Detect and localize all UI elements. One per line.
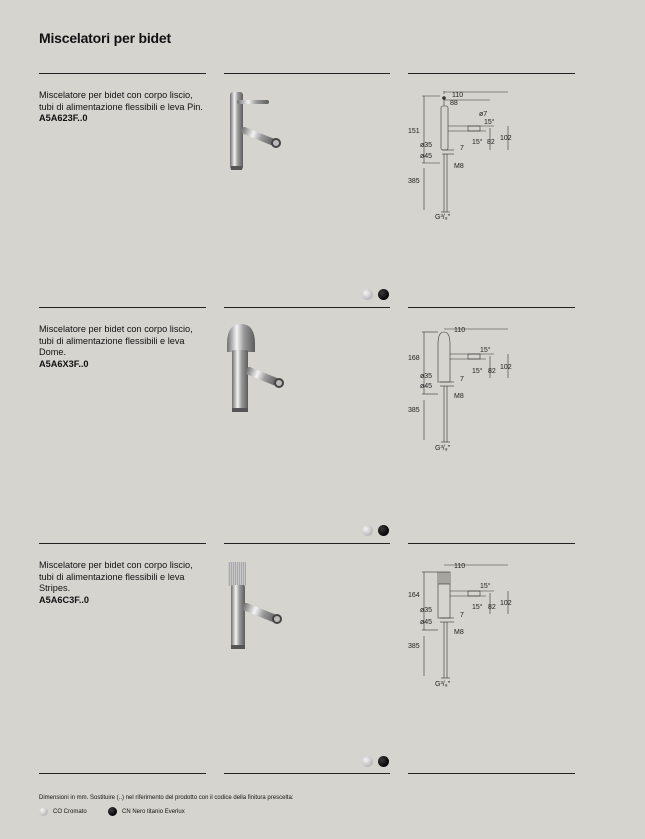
dim-flange: ø45 [420,383,433,390]
finish-chrome-swatch[interactable] [362,289,373,300]
dim-reach: 82 [488,368,496,375]
product-text: Miscelatore per bidet con corpo liscio, tubi di alimentazione flessibili e leva Dome. [39,324,193,357]
divider [224,543,390,544]
faucet-dome-image [222,322,292,422]
dim-angle: 15° [484,119,495,126]
page-title: Miscelatori per bidet [39,30,171,46]
technical-drawing [404,558,524,698]
finish-black-swatch[interactable] [378,525,389,536]
divider [408,773,575,774]
dim-hose: 385 [408,178,420,185]
product-code: A5A6X3F..0 [39,358,89,369]
divider [39,307,206,308]
finish-code: CO [53,808,62,815]
product-text: Miscelatore per bidet con corpo liscio, tubi di alimentazione flessibili e leva Pin. [39,90,203,112]
dim-base: ø35 [420,373,433,380]
dim-angle: 15° [472,604,483,611]
divider [39,543,206,544]
dim-flange: ø45 [420,153,433,160]
product-description [39,90,209,125]
finish-chrome-swatch[interactable] [362,525,373,536]
technical-drawing [404,322,524,462]
dim-thread: M8 [454,393,464,400]
product-code: A5A6C3F..0 [39,594,90,605]
dim-thread: M8 [454,629,464,636]
divider [408,73,575,74]
dim-height: 164 [408,592,420,599]
dim-width: 110 [454,563,466,570]
finish-label: Cromato [63,808,87,815]
dimensions-note: Dimensioni in mm. Sostituire (..) nel riferimento del prodotto con il codice della finitura prescelta: [39,795,294,801]
dim-hose: 385 [408,407,420,414]
dim-thread: M8 [454,163,464,170]
dim-angle: 15° [480,583,491,590]
product-code: A5A623F..0 [39,113,88,123]
divider [224,773,390,774]
divider [408,307,575,308]
finish-chrome-swatch[interactable] [362,756,373,767]
dim-base: ø35 [420,142,433,149]
dim-height: 151 [408,128,420,135]
dim-inner: 88 [450,100,458,107]
dim-spout: ø7 [479,111,488,118]
dim-connection: G³/₈" [435,214,451,221]
finish-black-swatch[interactable] [378,756,389,767]
dim-connection: G³/₈" [435,681,451,688]
dim-width: 110 [452,92,464,99]
finish-legend-black [108,807,185,816]
dim-angle: 15° [480,347,491,354]
black-swatch-icon [108,807,117,816]
faucet-pin-image [222,88,292,188]
dim-reach: 82 [488,604,496,611]
dim-connection: G³/₈" [435,445,451,452]
faucet-stripes-image [222,558,292,658]
dim-angle: 15° [472,139,483,146]
divider [408,543,575,544]
dim-seven: 7 [460,612,464,619]
dim-total: 102 [500,600,512,607]
divider [224,307,390,308]
dim-base: ø35 [420,607,433,614]
dim-angle: 15° [472,368,483,375]
divider [39,73,206,74]
dim-width: 110 [454,327,466,334]
dim-seven: 7 [460,376,464,383]
dim-total: 102 [500,364,512,371]
dim-seven: 7 [460,145,464,152]
technical-drawing [404,88,524,228]
chrome-swatch-icon [39,807,48,816]
product-description [39,560,209,606]
finish-legend-chrome [39,807,87,816]
dim-flange: ø45 [420,619,433,626]
dim-total: 102 [500,135,512,142]
product-description [39,324,209,370]
finish-label: Nero titanio Everlux [132,808,185,815]
product-text: Miscelatore per bidet con corpo liscio, tubi di alimentazione flessibili e leva Stripes. [39,560,193,593]
dim-height: 168 [408,355,420,362]
dim-reach: 82 [487,139,495,146]
dim-hose: 385 [408,643,420,650]
divider [224,73,390,74]
finish-black-swatch[interactable] [378,289,389,300]
divider [39,773,206,774]
finish-code: CN [122,808,131,815]
